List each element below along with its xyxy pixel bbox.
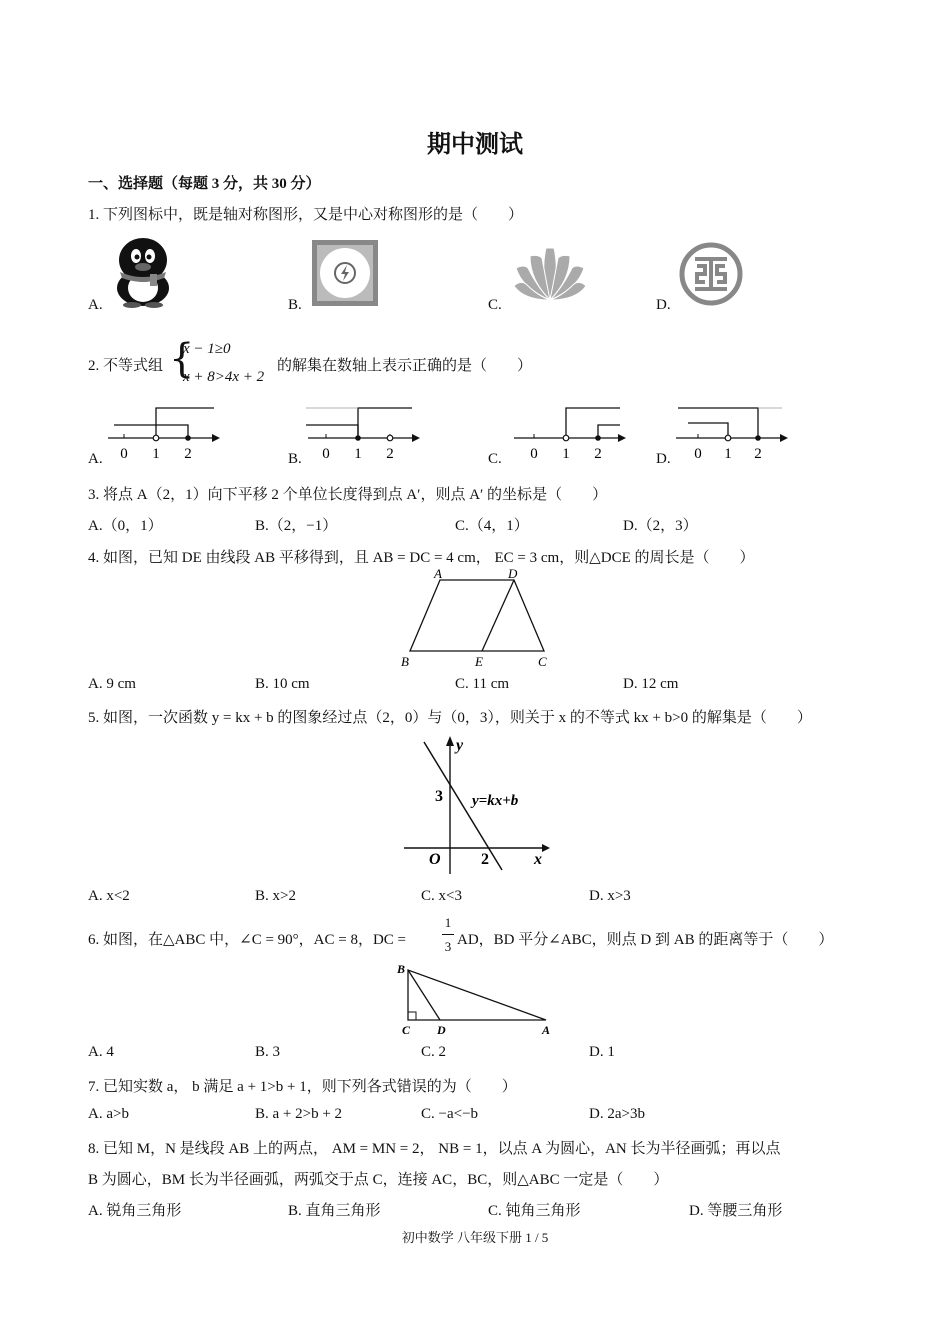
inequality-2: x + 8>4x + 2 xyxy=(183,369,265,385)
question-4-stem: 4. 如图，已知 DE 由线段 AB 平移得到，且 AB = DC = 4 cm， EC = 3 cm，则△DCE 的周长是（ ） xyxy=(88,550,755,566)
point-label-c: C xyxy=(538,654,547,669)
fraction-denominator: 3 xyxy=(444,939,452,954)
tick-label: 2 xyxy=(386,446,394,462)
q4-option-c: C. 11 cm xyxy=(455,676,510,692)
section-heading: 一、选择题（每题 3 分，共 30 分） xyxy=(88,176,321,192)
question-2-stem-suffix: 的解集在数轴上表示正确的是（ ） xyxy=(277,358,533,374)
q5-option-c: C. x<3 xyxy=(421,888,462,904)
inequality-1: x − 1≥0 xyxy=(183,341,231,357)
fraction-numerator: 1 xyxy=(444,915,452,930)
q7-option-a: A. a>b xyxy=(88,1106,129,1122)
tick-label: 0 xyxy=(530,446,538,462)
tick-label: 2 xyxy=(754,446,762,462)
q4-option-b: B. 10 cm xyxy=(255,676,310,692)
point-label-b: B xyxy=(401,654,409,669)
tick-label: 1 xyxy=(354,446,362,462)
question-6-stem-prefix: 6. 如图，在△ABC 中，∠C = 90°，AC = 8，DC = xyxy=(88,932,407,948)
q7-option-c: C. −a<−b xyxy=(421,1106,479,1122)
point-label-c: C xyxy=(402,1023,411,1037)
q6-option-d: D. 1 xyxy=(589,1044,615,1060)
q2-option-b-label: B. xyxy=(288,451,302,467)
tick-label: 1 xyxy=(152,446,160,462)
number-line-c xyxy=(510,404,628,464)
right-triangle-figure xyxy=(394,960,556,1040)
tick-label: 0 xyxy=(322,446,330,462)
q6-option-c: C. 2 xyxy=(421,1044,447,1060)
q3-option-b: B.（2，−1） xyxy=(255,518,338,534)
parallelogram-figure xyxy=(396,566,556,672)
page-title: 期中测试 xyxy=(427,132,523,158)
q1-option-b-label: B. xyxy=(288,297,302,313)
q1-option-a-label: A. xyxy=(88,297,103,313)
q6-option-a: A. 4 xyxy=(88,1044,114,1060)
bank-logo-icon xyxy=(679,242,743,306)
q8-option-a: A. 锐角三角形 xyxy=(88,1203,182,1219)
q8-option-b: B. 直角三角形 xyxy=(288,1203,381,1219)
q2-option-d-label: D. xyxy=(656,451,671,467)
point-label-d: D xyxy=(508,566,518,581)
point-label-d: D xyxy=(437,1023,446,1037)
tick-label: 1 xyxy=(724,446,732,462)
q8-option-c: C. 钝角三角形 xyxy=(488,1203,581,1219)
q2-option-c-label: C. xyxy=(488,451,502,467)
question-2-stem-prefix: 2. 不等式组 xyxy=(88,358,164,374)
q5-option-a: A. x<2 xyxy=(88,888,130,904)
point-label-e: E xyxy=(475,654,483,669)
x-intercept-label: 2 xyxy=(481,851,489,868)
q2-option-a-label: A. xyxy=(88,451,103,467)
q5-option-d: D. x>3 xyxy=(589,888,631,904)
question-1-stem: 1. 下列图标中，既是轴对称图形，又是中心对称图形的是（ ） xyxy=(88,207,524,223)
q8-option-d: D. 等腰三角形 xyxy=(689,1203,783,1219)
charging-logo-icon xyxy=(312,240,378,306)
question-3-stem: 3. 将点 A（2，1）向下平移 2 个单位长度得到点 A′，则点 A′ 的坐标是（ ） xyxy=(88,487,608,503)
point-label-b: B xyxy=(397,962,406,976)
tick-label: 2 xyxy=(184,446,192,462)
question-7-stem: 7. 已知实数 a， b 满足 a + 1>b + 1，则下列各式错误的为（ ） xyxy=(88,1079,517,1095)
question-8-line-2: B 为圆心，BM 长为半径画弧，两弧交于点 C，连接 AC，BC，则△ABC 一定是（ ） xyxy=(88,1172,669,1188)
question-6-stem-suffix: AD，BD 平分∠ABC，则点 D 到 AB 的距离等于（ ） xyxy=(457,932,834,948)
tick-label: 0 xyxy=(694,446,702,462)
q7-option-b: B. a + 2>b + 2 xyxy=(255,1106,343,1122)
q1-option-d-label: D. xyxy=(656,297,671,313)
q3-option-c: C.（4，1） xyxy=(455,518,529,534)
q3-option-a: A.（0，1） xyxy=(88,518,163,534)
q7-option-d: D. 2a>3b xyxy=(589,1106,645,1122)
number-line-a xyxy=(104,404,222,464)
q5-option-b: B. x>2 xyxy=(255,888,296,904)
tick-label: 2 xyxy=(594,446,602,462)
q3-option-d: D.（2，3） xyxy=(623,518,698,534)
tick-label: 0 xyxy=(120,446,128,462)
line-equation-label: y=kx+b xyxy=(472,793,519,809)
point-label-a: A xyxy=(434,566,442,581)
penguin-icon xyxy=(106,236,180,308)
q4-option-a: A. 9 cm xyxy=(88,676,136,692)
q1-option-c-label: C. xyxy=(488,297,502,313)
petal-logo-icon xyxy=(512,244,588,302)
question-5-stem: 5. 如图，一次函数 y = kx + b 的图象经过点（2，0）与（0，3），则关于 x 的不等式 kx + b>0 的解集是（ ） xyxy=(88,710,812,726)
y-axis-label: y xyxy=(456,737,464,754)
origin-label: O xyxy=(429,851,441,868)
x-axis-label: x xyxy=(534,851,542,868)
q4-option-d: D. 12 cm xyxy=(623,676,679,692)
system-brace: { xyxy=(169,336,195,382)
page-footer: 初中数学 八年级下册 1 / 5 xyxy=(401,1230,549,1245)
fraction-bar xyxy=(442,934,454,935)
number-line-b xyxy=(304,404,422,464)
question-8-line-1: 8. 已知 M，N 是线段 AB 上的两点， AM = MN = 2， NB = 1，以点 A 为圆心，AN 长为半径画弧；再以点 xyxy=(88,1141,781,1157)
linear-function-graph xyxy=(398,732,554,878)
point-label-a: A xyxy=(542,1023,551,1037)
number-line-d xyxy=(672,404,790,464)
tick-label: 1 xyxy=(562,446,570,462)
y-intercept-label: 3 xyxy=(435,788,443,805)
q6-option-b: B. 3 xyxy=(255,1044,281,1060)
